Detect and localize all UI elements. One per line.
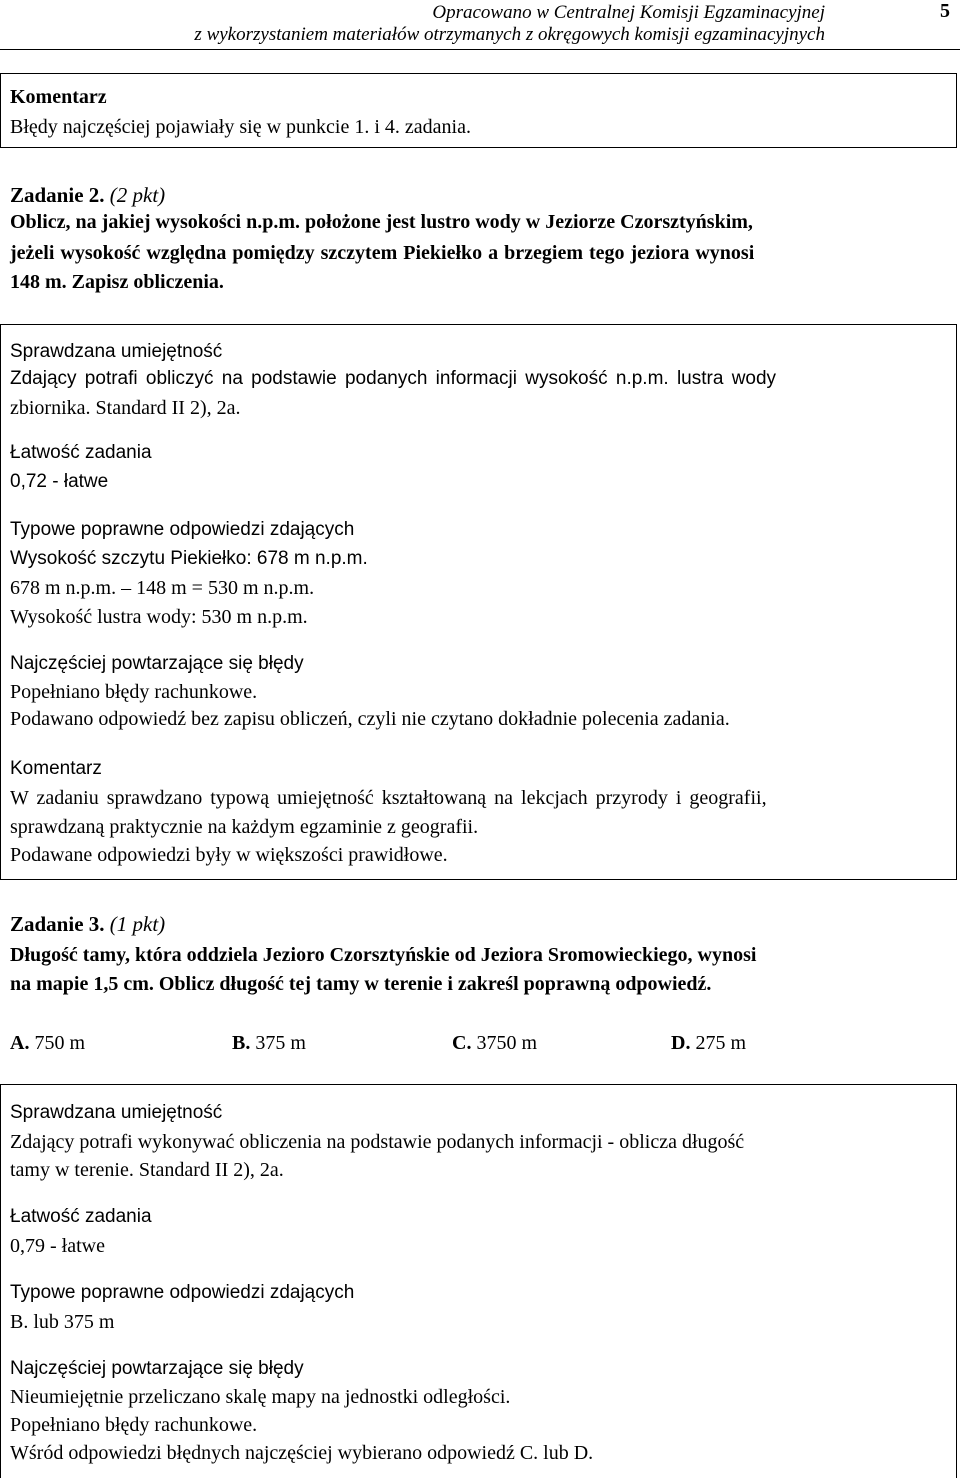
task2-question-line-2: jeżeli wysokość względna pomiędzy szczytem Piekiełko a brzegiem tego jeziora wynosi: [10, 242, 755, 264]
task2-question-line-3: 148 m. Zapisz obliczenia.: [10, 271, 224, 293]
header-line-2: z wykorzystaniem materiałów otrzymanych z okręgowych komisji egzaminacyjnych: [194, 24, 825, 45]
page-number: 5: [940, 0, 950, 22]
task3-option-a[interactable]: [10, 1031, 85, 1055]
task3-points: (1 pkt): [109, 912, 166, 936]
option-c-letter: C.: [452, 1032, 472, 1054]
task3-skill-line-1: Zdający potrafi wykonywać obliczenia na podstawie podanych informacji - oblicza długość: [10, 1131, 745, 1153]
task2-difficulty-value: 0,72 - łatwe: [10, 471, 109, 492]
task2-title-label: Zadanie 2.: [10, 183, 105, 207]
task3-question-line-2: na mapie 1,5 cm. Oblicz długość tej tamy w terenie i zakreśl poprawną odpowiedź.: [10, 973, 712, 995]
comment-text: Błędy najczęściej pojawiały się w punkcie 1. i 4. zadania.: [10, 116, 471, 138]
task3-error-2: Popełniano błędy rachunkowe.: [10, 1414, 258, 1436]
comment-heading: Komentarz: [10, 86, 107, 108]
task3-difficulty-value: 0,79 - łatwe: [10, 1235, 105, 1257]
task2-title: [10, 183, 165, 207]
task3-option-d[interactable]: [671, 1031, 746, 1055]
task2-comment-line-1: W zadaniu sprawdzano typową umiejętność kształtowaną na lekcjach przyrody i geografii,: [10, 787, 767, 809]
header-rule: [0, 49, 960, 50]
option-a-text: 750 m: [29, 1032, 86, 1054]
option-d-text: 275 m: [690, 1032, 747, 1054]
task2-skill-line-2: zbiornika. Standard II 2), 2a.: [10, 397, 241, 419]
task3-skill-heading: Sprawdzana umiejętność: [10, 1102, 223, 1123]
task3-answers-heading: Typowe poprawne odpowiedzi zdających: [10, 1282, 355, 1303]
task3-errors-heading: Najczęściej powtarzające się błędy: [10, 1358, 304, 1379]
task3-error-3: Wśród odpowiedzi błędnych najczęściej wybierano odpowiedź C. lub D.: [10, 1442, 594, 1464]
task2-comment-line-3: Podawane odpowiedzi były w większości prawidłowe.: [10, 844, 448, 866]
task2-comment-heading: Komentarz: [10, 758, 102, 779]
task3-question-line-1: Długość tamy, która oddziela Jezioro Czorsztyńskie od Jeziora Sromowieckiego, wynosi: [10, 944, 757, 966]
task3-option-b[interactable]: [232, 1031, 306, 1055]
task3-difficulty-heading: Łatwość zadania: [10, 1206, 152, 1227]
task3-option-c[interactable]: [452, 1031, 537, 1055]
header-line-1: Opracowano w Centralnej Komisji Egzaminacyjnej: [432, 2, 825, 23]
task3-title: [10, 912, 165, 936]
task2-answer-2: 678 m n.p.m. – 148 m = 530 m n.p.m.: [10, 577, 315, 599]
option-d-letter: D.: [671, 1032, 691, 1054]
task2-error-1: Popełniano błędy rachunkowe.: [10, 681, 258, 703]
task2-error-2: Podawano odpowiedź bez zapisu obliczeń, czyli nie czytano dokładnie polecenia zadania.: [10, 708, 730, 730]
task2-answers-heading: Typowe poprawne odpowiedzi zdających: [10, 519, 355, 540]
task2-errors-heading: Najczęściej powtarzające się błędy: [10, 653, 304, 674]
task2-points: (2 pkt): [109, 183, 166, 207]
task3-skill-line-2: tamy w terenie. Standard II 2), 2a.: [10, 1159, 284, 1181]
task2-skill-heading: Sprawdzana umiejętność: [10, 341, 223, 362]
task2-question-line-1: Oblicz, na jakiej wysokości n.p.m. położone jest lustro wody w Jeziorze Czorsztyńskim,: [10, 211, 753, 233]
task3-title-label: Zadanie 3.: [10, 912, 105, 936]
option-a-letter: A.: [10, 1032, 30, 1054]
option-c-text: 3750 m: [471, 1032, 538, 1054]
task2-answer-3: Wysokość lustra wody: 530 m n.p.m.: [10, 606, 308, 628]
task2-difficulty-heading: Łatwość zadania: [10, 442, 152, 463]
option-b-text: 375 m: [250, 1032, 306, 1054]
option-b-letter: B.: [232, 1032, 251, 1054]
task2-comment-line-2: sprawdzaną praktycznie na każdym egzaminie z geografii.: [10, 816, 479, 838]
task3-error-1: Nieumiejętnie przeliczano skalę mapy na jednostki odległości.: [10, 1386, 511, 1408]
task3-answer: B. lub 375 m: [10, 1311, 115, 1333]
task2-answer-1: Wysokość szczytu Piekiełko: 678 m n.p.m.: [10, 548, 368, 569]
task2-skill-line-1: Zdający potrafi obliczyć na podstawie podanych informacji wysokość n.p.m. lustra wody: [10, 368, 777, 389]
